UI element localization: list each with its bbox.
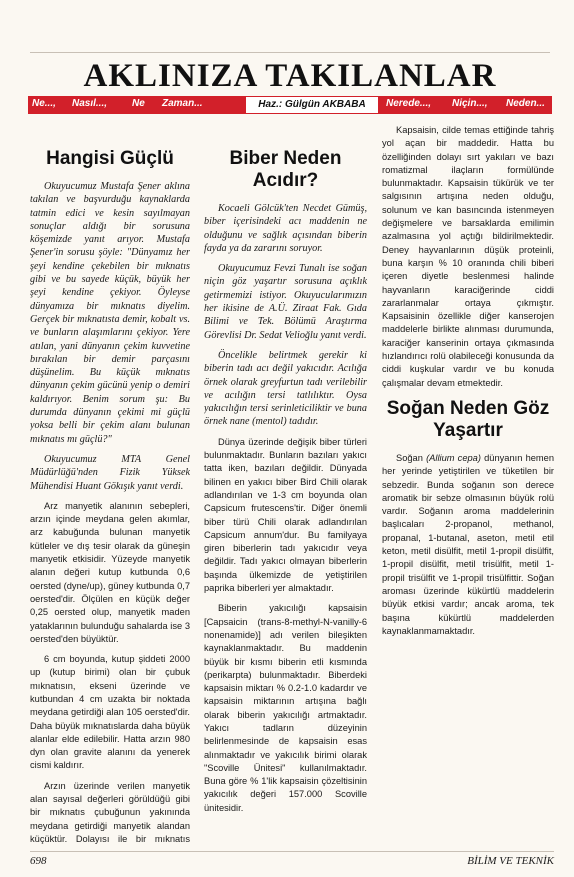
banner-word-ne: Ne...,	[32, 98, 56, 109]
article1-paragraph-3: Arzın üzerinde verilen manyetik alan sayısal değerleri görüldüğü gibi bir mıknatıs çubuğunun yakınında meydana getirdiği manyetik alandan küçüktür. Dolayısı ile bir mıknatıs	[30, 780, 190, 844]
article3-p1-rest: dünyanın hemen her yerinde yetiştirilen ve tüketilen bir sebzedir. Bunda soğanın son derece aromatik bir sebze olmasının büyük rolü vardır. Soğanın aroma maddelerinin başlıcaları 2-propanol, methanol, propanal, 1-butanal, aseton, metil etil keton, metil disülfit, metil 1-propil disülfit, 1-propil disülfit, metil trisülfit, metil 1-propil trisülfit ve 1-propil trisülfittir. Soğan aroması üzerinde kükürtlü maddelerin büyük etkisi vardır; ancak aroma, tek başına kükürtlü maddelerden kaynaklanmamaktadır.	[382, 452, 554, 636]
article3-paragraph-1	[382, 452, 554, 638]
bottom-rule	[30, 851, 554, 852]
article1-answer-intro: Okuyucumuz MTA Genel Müdürlüğü'nden Fizik Yüksek Mühendisi Huant Gökışık yanıt verdi.	[30, 453, 190, 492]
author-credit: Haz.: Gülgün AKBABA	[246, 97, 378, 113]
magazine-name: BİLİM VE TEKNİK	[467, 855, 554, 867]
article-heading-sogan: Soğan Neden Göz Yaşartır	[386, 397, 550, 441]
article-heading-hangisi-guclu: Hangisi Güçlü	[46, 148, 174, 169]
column-3	[382, 124, 554, 844]
top-rule	[30, 52, 550, 53]
article-heading-biber: Biber Neden Acıdır?	[229, 148, 342, 191]
article2-paragraph-2: Biberin yakıcılığı kapsaisin [Capsaicin (trans-8-methyl-N-vanilly-6 nonenamide)] adı verilen bileşikten kaynaklanmaktadır. Bu maddenin büyük bir kısmı biberin etli kısmında (perikarpta) bulunmaktadır. Biberdeki kapsaisin miktarı % 0.2-1.0 kadardır ve kapsaisin miktarının artışına bağlı olarak biberin yakıcılığı artmaktadır. Yakıcı tadların düzeyinin belirlenmesinde de kapsaisin esas alınmaktadır ve yakıcılık birimi olarak "Scoville Ünitesi" kullanılmaktadır. Buna göre % 1'lik kapsaisin çözeltisinin yakıcılık değeri 157.000 Scoville ünitesidir.	[204, 603, 367, 813]
article2-paragraph-3: Kapsaisin, cilde temas ettiğinde tahriş yol açan bir maddedir. Hatta bu özelliğinden dolayı sırt yakıları ve bazı romatizmal ilaçların formülünde bulunmaktadır. Kapsaisin tükürük ve ter salgısının artışına neden olduğu, solunum ve kan basıncında istenmeyen değişmelere ve barsaklarda emilimin azalmasına yol açtığı bildirilmektedir. Deney hayvanlarının düşük proteinli, buna karşın % 10 oranında chili biberi içeren diyetle beslenmesi halinde hayvanların karaciğerinde ciddi zararlanmalar ortaya çıkmıştır. Kapsaisinin özellikle diğer kanserojen maddelerle birlikte alınması durumunda, karaciğer kanserinin ortaya çıkmasında hızlandırıcı rolü olabileceği konusunda da ciddi kuşkular vardır ve bu konuda çalışmalar devam etmektedir.	[382, 125, 554, 388]
column-1	[30, 124, 190, 844]
banner-word-nasil: Nasıl...,	[72, 98, 108, 109]
page-title: AKLINIZA TAKILANLAR	[83, 58, 497, 94]
article1-paragraph-1: Arz manyetik alanının sebepleri, arzın içinde meydana gelen akımlar, arz kabuğunda bulunan manyetik kütleler ve dış tesir olarak da güneşin manyetik etkisidir. Yüzeyde manyetik alanın değeri kutup kutbunda 0,6 oersted (dyne/up), güney kutbunda 0,7 oersted'dir. Ölçülen en küçük değer 0,25 oersted olup, manyetik maden yataklarının bulunduğu sahalarda ise 3 oersted'den büyüktür.	[30, 500, 190, 644]
article2-question-1: Kocaeli Gölcük'ten Necdet Gümüş, biber içerisindeki acı maddenin ne olduğunu ve sağlık açısından biberin fayda ya da zararını soruyor.	[204, 203, 367, 254]
section-banner	[28, 96, 552, 114]
banner-word-neden: Neden...	[506, 98, 545, 109]
banner-word-nicin: Niçin...,	[452, 98, 488, 109]
page-number: 698	[30, 855, 47, 867]
article1-intro: Okuyucumuz Mustafa Şener aklına takılan ve başvurduğu kaynaklarda tatmin edici ve kesin sayılmayan sonuçlar aldığı bir sorusuna köşemizde yanıt arıyor. Mustafa Şener'in sorusu şöyle: "Dünyamız her şeyi kendine çekebilen bir mıknatıs gibi ve bu sayede küçük, büyük her şeyi kendine çekiyor. Öyleyse dünyamıza bir mıknatıs diyelim. Gerçek bir mıknatısta demir, kobalt vs. ve bunların alaşımlarını çekiyor. Yere atılan, yani dünyanın çekim kuvvetine bırakılan bir demir parçasını düşünelim. Bu küçük mıknatıs dünyanın çekim gücünü yenip o demiri kaldırıyor. Benim sorum şu: Bu durumda dünyanın çekimi mi güçlü yoksa belli bir çekim alanı bulunan mıknatıs mı güçlü?"	[30, 181, 190, 445]
article3-p1-start: Soğan	[396, 452, 427, 463]
banner-word-ne-2: Ne	[132, 98, 145, 109]
article2-question-3: Öncelikle belirtmek gerekir ki biberin tadı acı değil yakıcıdır. Acılığa örnek olarak greyfurtun tadı verilebilir ve acılığın tersi tatlılıktır. Oysa yakıcılığın tersi serinleticiliktir ve buna örnek nane (mentol) tadıdır.	[204, 349, 367, 428]
article1-paragraph-2: 6 cm boyunda, kutup şiddeti 2000 up (kutup birimi) olan bir çubuk mıknatısın, ekseni üzerinde ve kutbundan 4 cm uzakta bir noktada meydana getirdiği alan 105 oersted'dir. Daha büyük mıknatıslarda daha büyük alanlar elde edilebilir. Hatta arzın 980 dyn olan gravite alanını da yenerek cismi kaldırır.	[30, 654, 190, 771]
banner-word-zaman: Zaman...	[162, 98, 203, 109]
banner-word-nerede: Nerede...,	[386, 98, 432, 109]
column-2	[204, 124, 367, 844]
article3-latin-name: (Allium cepa)	[426, 452, 481, 463]
article2-question-2: Okuyucumuz Fevzi Tunalı ise soğan niçin göz yaşartır sorusuna açıklık getirmemizi istiyor. Okuyucularımızın her ikisine de A.Ü. Ziraat Fak. Gıda Bilimi ve Tek. Bölümü Araştırma Görevlisi Dr. Sedat Velioğlu yanıt verdi.	[204, 263, 367, 341]
article2-paragraph-1: Dünya üzerinde değişik biber türleri bulunmaktadır. Bunların bazıları yakıcı tatta iken, bazıları değildir. Dünyada bilinen en yakıcı biber Bird Chili olarak adlandırılan ve 1-3 cm boyunda olan Capsicum frutescens'tir. Diğer önemli biber türü Chili olarak adlandırılan Capsicum annum'dur. Bu familyaya giren biberlerin tadı yakıcıdır veya değildir. Tadı yakıcı olmayan biberlerin başında ülkemizde de yetiştirilen paprika biberleri yer almaktadır.	[204, 436, 367, 594]
